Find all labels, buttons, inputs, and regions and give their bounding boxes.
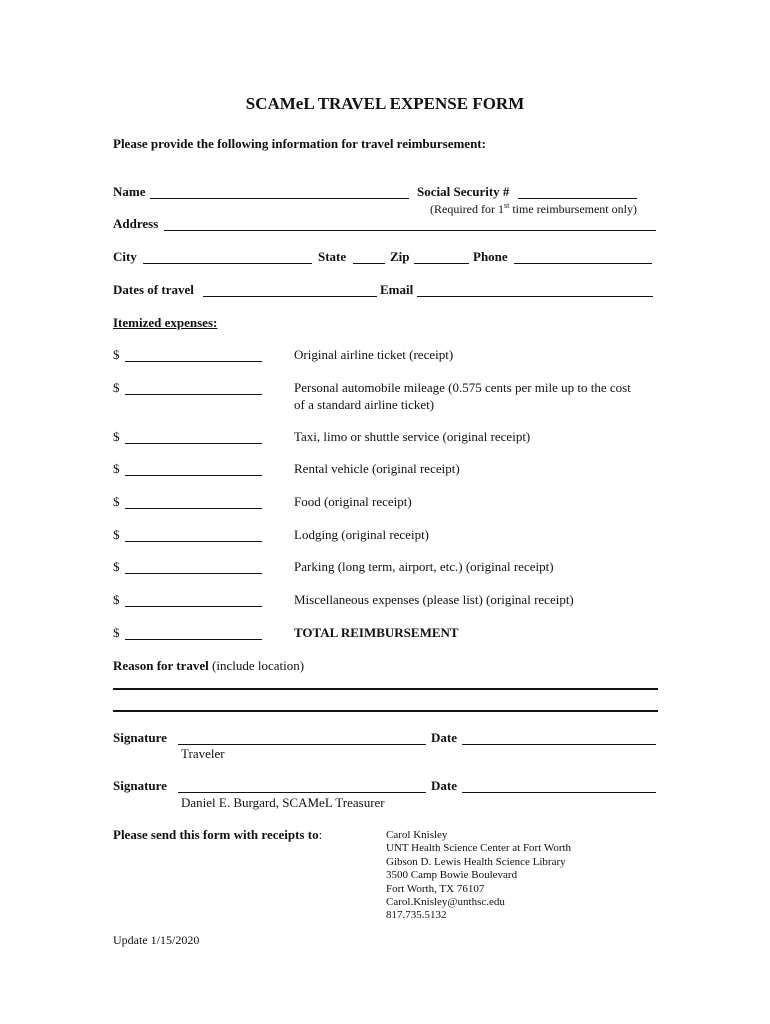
currency-sign: $ bbox=[113, 527, 120, 542]
dates-label: Dates of travel bbox=[113, 282, 194, 297]
expense-label: Food (original receipt) bbox=[294, 494, 412, 509]
treasurer-date-field[interactable] bbox=[462, 792, 656, 793]
itemized-heading: Itemized expenses: bbox=[113, 315, 218, 330]
expense-label: Original airline ticket (receipt) bbox=[294, 347, 454, 362]
address-email: Carol.Knisley@unthsc.edu bbox=[386, 896, 505, 909]
phone-label: Phone bbox=[473, 249, 508, 264]
traveler-role: Traveler bbox=[181, 746, 225, 761]
send-label: Please send this form with receipts to: bbox=[113, 827, 323, 842]
amount-field[interactable] bbox=[125, 606, 262, 607]
name-label: Name bbox=[113, 184, 146, 199]
currency-sign: $ bbox=[113, 625, 120, 640]
currency-sign: $ bbox=[113, 347, 120, 362]
dates-field[interactable] bbox=[203, 296, 377, 297]
ssn-note: (Required for 1st time reimbursement only) bbox=[430, 201, 637, 216]
address-line: UNT Health Science Center at Fort Worth bbox=[386, 842, 572, 855]
zip-field[interactable] bbox=[414, 263, 469, 264]
update-date: Update 1/15/2020 bbox=[113, 933, 200, 947]
amount-field[interactable] bbox=[125, 508, 262, 509]
expense-label: Miscellaneous expenses (please list) (original receipt) bbox=[294, 592, 574, 607]
city-field[interactable] bbox=[143, 263, 312, 264]
traveler-signature-field[interactable] bbox=[178, 744, 426, 745]
currency-sign: $ bbox=[113, 559, 120, 574]
ssn-label: Social Security # bbox=[417, 184, 510, 199]
reason-line-2[interactable] bbox=[113, 710, 658, 712]
currency-sign: $ bbox=[113, 380, 120, 395]
address-phone: 817.735.5132 bbox=[386, 909, 447, 922]
expense-label-continued: of a standard airline ticket) bbox=[294, 397, 435, 412]
address-field[interactable] bbox=[164, 230, 656, 231]
state-field[interactable] bbox=[353, 263, 385, 264]
expense-label: Taxi, limo or shuttle service (original receipt) bbox=[294, 429, 531, 444]
ssn-field[interactable] bbox=[518, 198, 637, 199]
traveler-date-label: Date bbox=[431, 730, 457, 745]
expense-label: Lodging (original receipt) bbox=[294, 527, 430, 542]
currency-sign: $ bbox=[113, 494, 120, 509]
treasurer-date-label: Date bbox=[431, 778, 457, 793]
expense-label: Personal automobile mileage (0.575 cents per mile up to the cost bbox=[294, 380, 631, 395]
expense-label: Rental vehicle (original receipt) bbox=[294, 461, 460, 476]
address-line: Fort Worth, TX 76107 bbox=[386, 882, 485, 895]
treasurer-signature-label: Signature bbox=[113, 778, 167, 793]
zip-label: Zip bbox=[390, 249, 410, 264]
state-label: State bbox=[318, 249, 347, 264]
treasurer-role: Daniel E. Burgard, SCAMeL Treasurer bbox=[181, 795, 385, 810]
currency-sign: $ bbox=[113, 592, 120, 607]
expense-label: Parking (long term, airport, etc.) (original receipt) bbox=[294, 559, 554, 574]
email-label: Email bbox=[380, 282, 414, 297]
address-line: Carol Knisley bbox=[386, 829, 448, 841]
amount-field[interactable] bbox=[125, 361, 262, 362]
name-field[interactable] bbox=[150, 198, 409, 199]
reason-line-1[interactable] bbox=[113, 688, 658, 690]
treasurer-signature-field[interactable] bbox=[178, 792, 426, 793]
address-line: 3500 Camp Bowie Boulevard bbox=[386, 869, 518, 882]
currency-sign: $ bbox=[113, 429, 120, 444]
amount-field[interactable] bbox=[125, 394, 262, 395]
total-amount-field[interactable] bbox=[125, 639, 262, 640]
traveler-signature-label: Signature bbox=[113, 730, 167, 745]
amount-field[interactable] bbox=[125, 573, 262, 574]
reason-label: Reason for travel (include location) bbox=[113, 658, 305, 673]
form-title: SCAMeL TRAVEL EXPENSE FORM bbox=[245, 94, 525, 113]
intro-text: Please provide the following information for travel reimbursement: bbox=[113, 136, 486, 151]
address-line: Gibson D. Lewis Health Science Library bbox=[386, 855, 566, 868]
traveler-date-field[interactable] bbox=[462, 744, 656, 745]
phone-field[interactable] bbox=[514, 263, 652, 264]
mailing-address bbox=[386, 829, 571, 923]
total-label: TOTAL REIMBURSEMENT bbox=[294, 625, 459, 640]
email-field[interactable] bbox=[417, 296, 653, 297]
city-label: City bbox=[113, 249, 137, 264]
currency-sign: $ bbox=[113, 461, 120, 476]
address-label: Address bbox=[113, 216, 159, 231]
amount-field[interactable] bbox=[125, 541, 262, 542]
amount-field[interactable] bbox=[125, 443, 262, 444]
amount-field[interactable] bbox=[125, 475, 262, 476]
